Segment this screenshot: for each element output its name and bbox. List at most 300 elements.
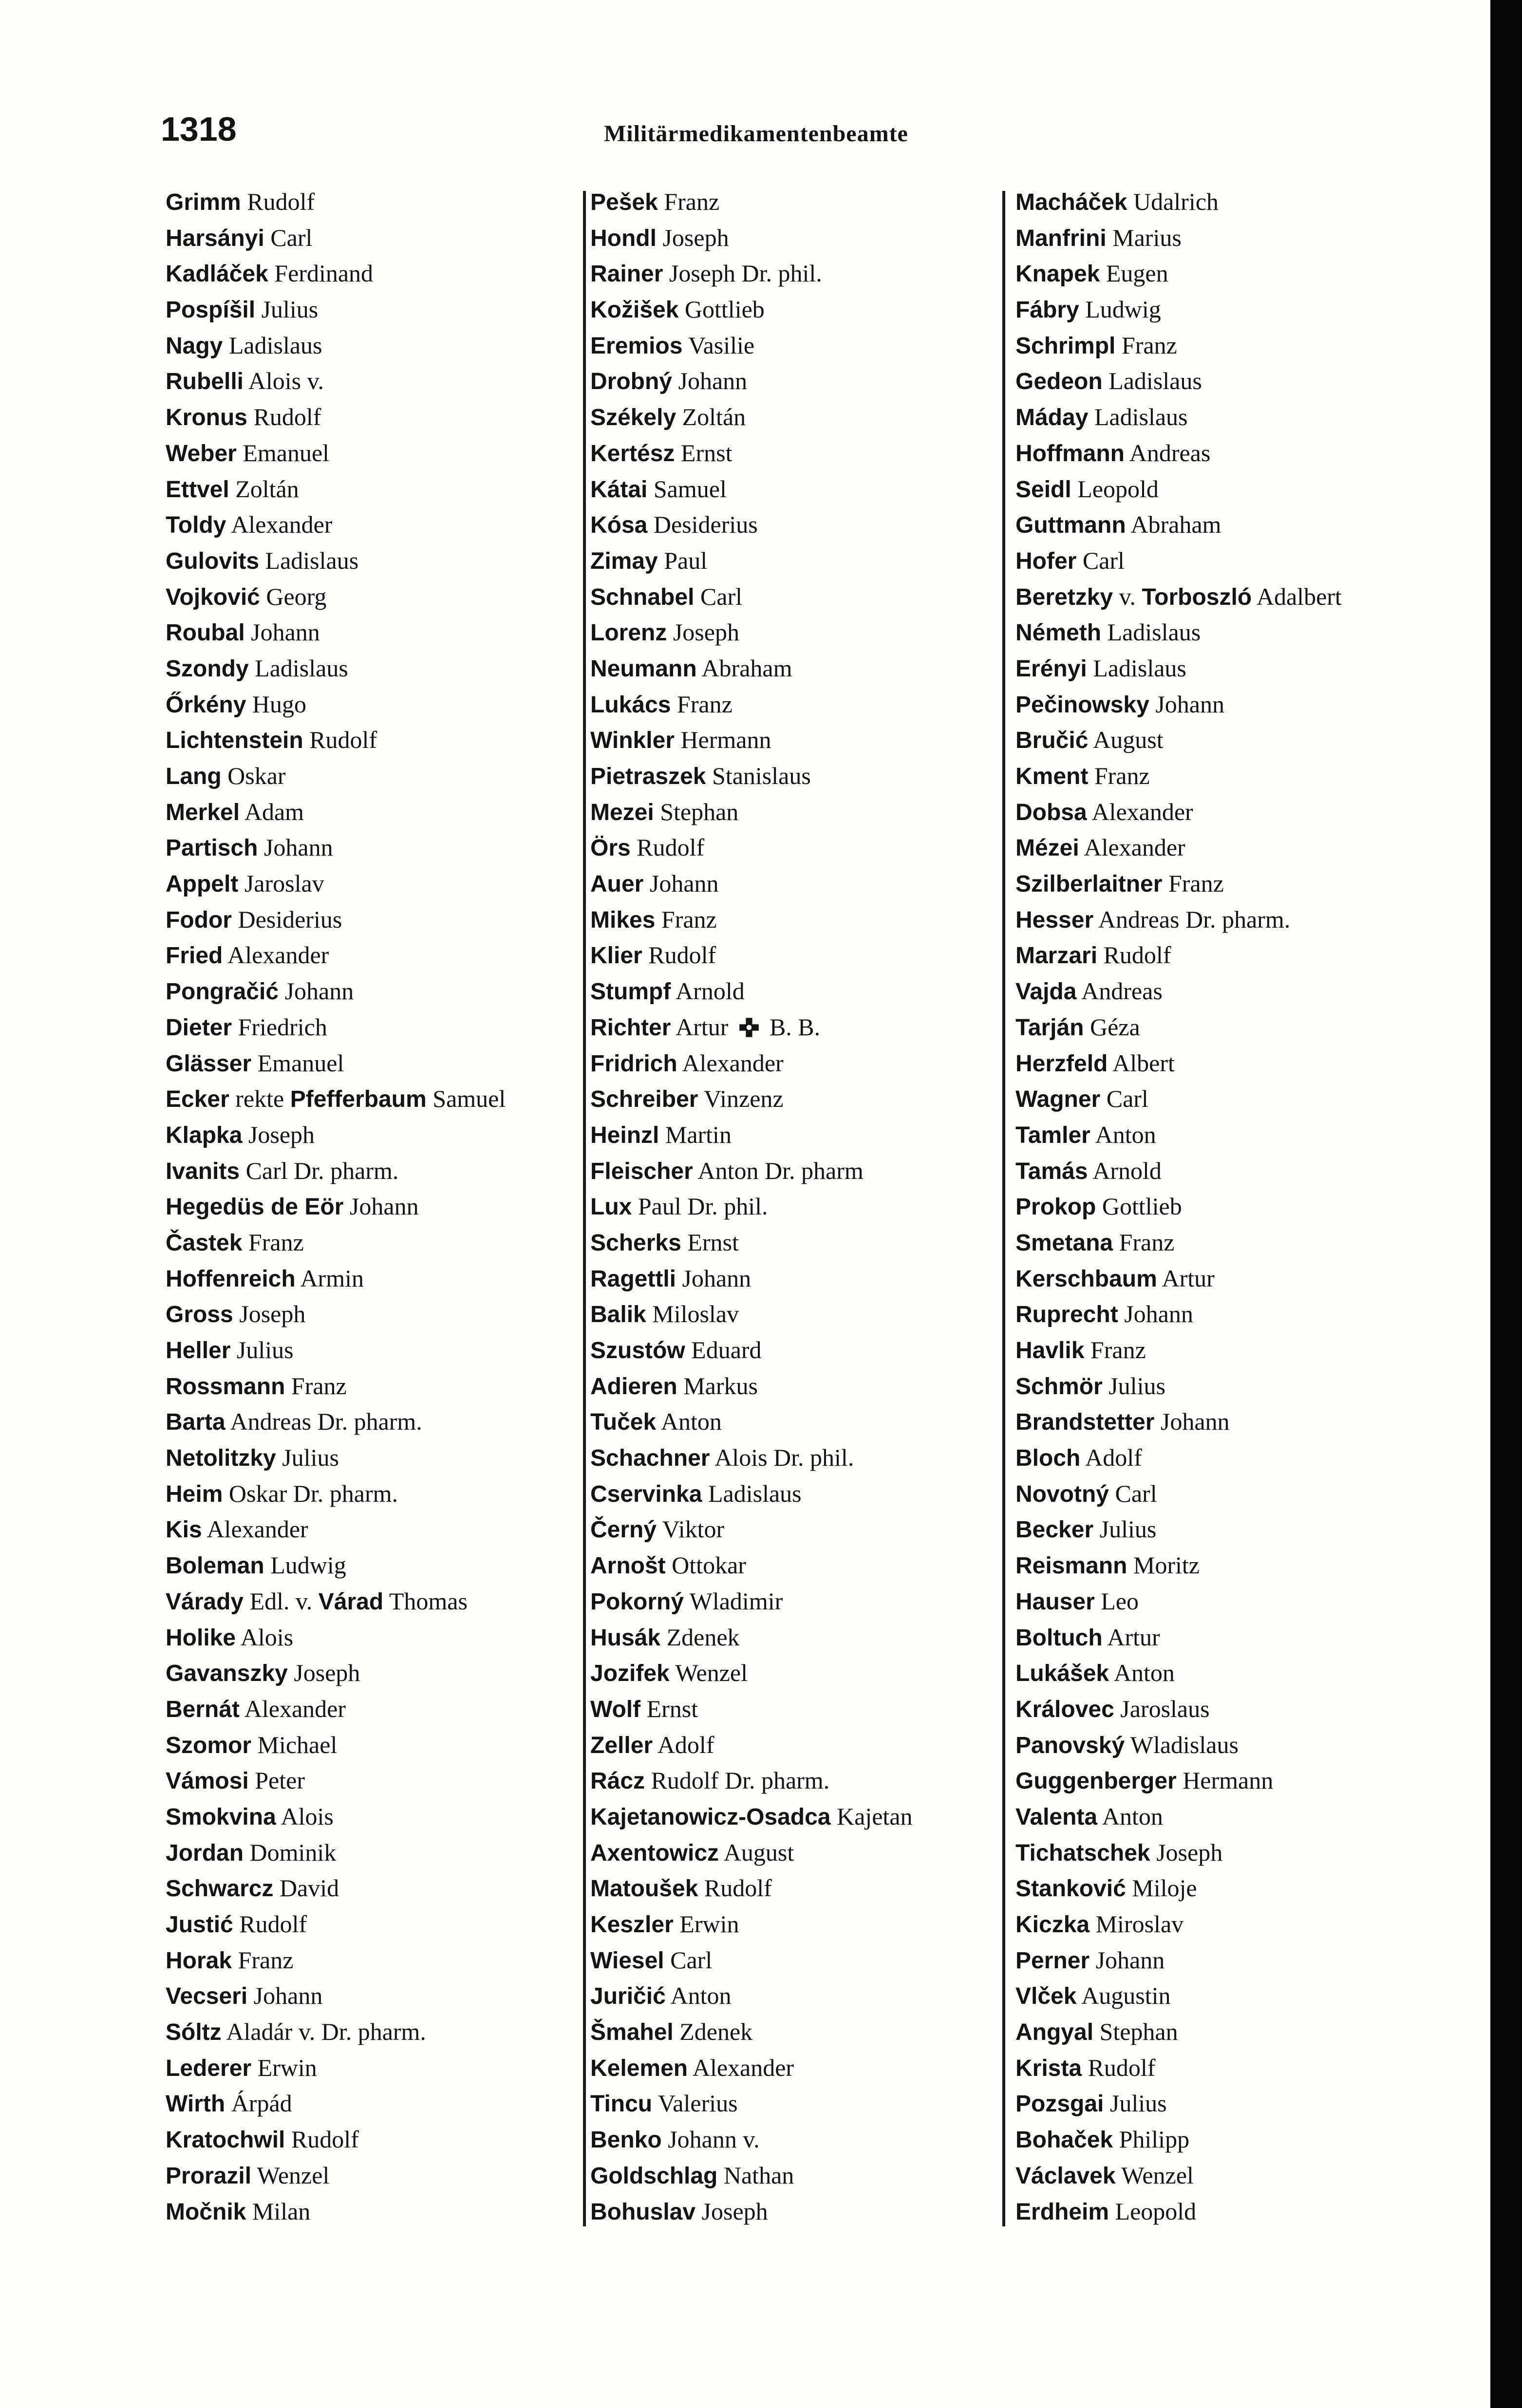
surname: Becker (1015, 1517, 1094, 1543)
given-name: Alois (240, 1623, 294, 1651)
list-item (590, 1584, 1019, 1620)
given-name: Carl (670, 1946, 713, 1974)
given-name: Johann (284, 977, 354, 1005)
list-item (166, 1655, 594, 1691)
given-name: Abraham (701, 654, 792, 682)
surname: Balik (590, 1302, 646, 1328)
list-item (590, 1045, 1019, 1082)
surname: Heinzl (590, 1122, 659, 1148)
page-number: 1318 (161, 110, 237, 148)
list-item (166, 543, 594, 579)
surname: Zeller (590, 1732, 653, 1758)
surname: Székely (590, 405, 676, 431)
given-name: Ladislaus (265, 546, 359, 574)
surname: Dobsa (1015, 799, 1087, 825)
surname: Németh (1015, 620, 1102, 646)
surname: Kelemen (590, 2055, 688, 2081)
given-name: Oskar (227, 762, 286, 789)
surname: Pongračić (166, 979, 279, 1005)
given-name: Georg (266, 582, 327, 610)
given-name: Ernst (687, 1228, 739, 1256)
list-item (166, 579, 594, 615)
surname: Kiczka (1015, 1912, 1090, 1938)
given-name: Miloslav (652, 1300, 739, 1328)
list-item (1015, 1225, 1444, 1261)
list-item (1015, 543, 1444, 579)
list-item (166, 1870, 594, 1906)
list-item (1015, 1620, 1444, 1656)
list-item (590, 184, 1019, 220)
list-item (166, 1045, 594, 1082)
list-item (166, 1081, 594, 1117)
given-name: Joseph (662, 224, 729, 251)
list-item (1015, 722, 1444, 758)
given-name: Franz (661, 905, 717, 933)
given-name: Franz (1094, 762, 1150, 789)
surname: Tincu (590, 2091, 653, 2117)
list-item (590, 651, 1019, 687)
list-item (1015, 1045, 1444, 1082)
given-name: Stanislaus (712, 762, 811, 789)
surname: Krista (1015, 2055, 1082, 2081)
list-item (590, 1153, 1019, 1189)
surname: Pospíšil (166, 297, 256, 323)
list-item (590, 1440, 1019, 1476)
list-item (1015, 830, 1444, 866)
given-name: Carl Dr. pharm. (245, 1157, 399, 1184)
list-item (590, 363, 1019, 399)
given-name: Abraham (1130, 511, 1221, 539)
surname: Nagy (166, 333, 223, 359)
surname: Stanković (1015, 1876, 1126, 1902)
list-item (166, 1332, 594, 1368)
given-name: Julius (1099, 1515, 1157, 1543)
given-name: Johann (349, 1193, 419, 1220)
surname: Hondl (590, 225, 657, 251)
given-name: Alexander (692, 2053, 794, 2081)
surname: Schwarcz (166, 1876, 274, 1902)
list-item (590, 1906, 1019, 1942)
surname: Stumpf (590, 979, 671, 1005)
given-name: Ferdinand (274, 260, 374, 287)
given-name: Carl (270, 224, 313, 251)
list-item (590, 1620, 1019, 1656)
given-name: Dominik (249, 1838, 337, 1866)
list-item (590, 256, 1019, 292)
given-name: Hugo (252, 690, 307, 718)
surname: Lux (590, 1194, 632, 1220)
list-item (1015, 579, 1444, 615)
given-name: Ladislaus (1094, 403, 1188, 431)
given-name: Zoltán (235, 475, 299, 503)
list-item (1015, 1261, 1444, 1297)
surname: Gross (166, 1302, 233, 1328)
surname: Reismann (1015, 1553, 1127, 1579)
surname: Hauser (1015, 1588, 1095, 1615)
given-name: Aladár v. Dr. pharm. (226, 2018, 426, 2046)
surname: Hoffmann (1015, 440, 1125, 467)
list-item (166, 1548, 594, 1584)
list-item (1015, 1691, 1444, 1727)
given-name: Franz (248, 1228, 304, 1256)
list-item (1015, 363, 1444, 399)
surname: Richter (590, 1014, 671, 1041)
list-item (1015, 902, 1444, 938)
list-item (166, 184, 594, 220)
list-item (1015, 1584, 1444, 1620)
given-name: Stephan (1099, 2018, 1178, 2046)
given-name: Friedrich (238, 1013, 327, 1041)
list-item (166, 399, 594, 435)
surname: Mezei (590, 799, 654, 825)
list-item (1015, 1440, 1444, 1476)
given-name: Wladimir (689, 1587, 783, 1615)
given-name: Johann (678, 367, 748, 395)
list-item (1015, 758, 1444, 794)
list-item (1015, 1153, 1444, 1189)
given-name: Julius (1109, 2090, 1167, 2117)
given-name: Desiderius (653, 511, 758, 539)
given-name: Andreas Dr. pharm. (230, 1408, 422, 1436)
given-name: Eduard (691, 1336, 762, 1363)
given-name: Nathan (723, 2161, 794, 2189)
list-item (590, 794, 1019, 830)
surname: Wolf (590, 1696, 641, 1722)
list-item (1015, 1404, 1444, 1440)
given-name: Franz (1168, 870, 1224, 897)
given-name: Ernst (680, 439, 733, 467)
surname: Várady (166, 1588, 244, 1615)
given-name: Adalbert (1256, 582, 1342, 610)
given-name: Rudolf (704, 1874, 772, 1902)
list-item (1015, 220, 1444, 256)
list-item (590, 1189, 1019, 1225)
list-item (590, 579, 1019, 615)
list-item (1015, 507, 1444, 543)
given-name: Adam (244, 798, 304, 825)
given-name: Rudolf (247, 188, 315, 215)
surname: Örs (590, 835, 631, 861)
surname: Matoušek (590, 1876, 698, 1902)
given-name: Stephan (660, 798, 739, 825)
surname: Kajetanowicz-Osadca (590, 1804, 831, 1830)
given-name: Thomas (389, 1587, 468, 1615)
list-item (1015, 1296, 1444, 1332)
list-item (166, 2086, 594, 2122)
surname: Ragettli (590, 1266, 676, 1292)
given-name: Alexander (231, 511, 333, 539)
surname: Ruprecht (1015, 1302, 1118, 1328)
given-name: Árpád (231, 2090, 292, 2117)
surname: Havlik (1015, 1338, 1085, 1363)
surname: Manfrini (1015, 225, 1107, 251)
given-name: Gottlieb (1102, 1193, 1182, 1220)
surname: Benko (590, 2127, 662, 2153)
given-name: Rudolf Dr. pharm. (651, 1767, 830, 1794)
surname: Lichtenstein (166, 728, 303, 754)
list-item (166, 651, 594, 687)
surname: Tarján (1015, 1014, 1084, 1041)
list-item (1015, 1117, 1444, 1153)
list-item (166, 794, 594, 830)
list-item (166, 1440, 594, 1476)
surname: Szustów (590, 1338, 685, 1363)
surname: Lukášek (1015, 1661, 1109, 1687)
given-name: Hermann (680, 726, 771, 754)
surname: Kósa (590, 512, 648, 539)
surname: Bloch (1015, 1445, 1081, 1472)
given-name: Alexander (227, 941, 329, 969)
surname: Holike (166, 1624, 236, 1651)
list-item (166, 507, 594, 543)
cross-icon (738, 1017, 760, 1038)
surname: Keszler (590, 1912, 674, 1938)
given-name: Alois (281, 1802, 334, 1830)
given-name: Valerius (658, 2090, 738, 2117)
list-item (590, 2158, 1019, 2194)
list-item (1015, 973, 1444, 1009)
list-item (1015, 1763, 1444, 1799)
surname: Perner (1015, 1947, 1090, 1974)
list-item (1015, 292, 1444, 328)
surname: Fridrich (590, 1050, 677, 1077)
given-name: Ladislaus (1109, 367, 1202, 395)
surname: Kátai (590, 476, 648, 503)
list-item (166, 1942, 594, 1979)
surname: Eremios (590, 333, 683, 359)
given-name: Ernst (646, 1695, 698, 1722)
list-item (590, 292, 1019, 328)
given-name: Wenzel (257, 2161, 330, 2189)
given-name: Alexander (1084, 834, 1185, 861)
page-header (161, 110, 979, 153)
surname: Fábry (1015, 297, 1079, 323)
suffix: B. B. (769, 1013, 821, 1041)
list-item (166, 292, 594, 328)
list-item (166, 1476, 594, 1512)
surname: Gulovits (166, 548, 260, 574)
list-item (1015, 2086, 1444, 2122)
surname: Častek (166, 1230, 243, 1256)
given-name: Edl. v. (249, 1587, 313, 1615)
list-item (1015, 2014, 1444, 2050)
list-item (590, 902, 1019, 938)
surname: Bohuslav (590, 2199, 696, 2225)
list-item (166, 1225, 594, 1261)
list-item (166, 902, 594, 938)
list-item (590, 2194, 1019, 2230)
list-item (166, 1978, 594, 2014)
surname: Hoffenreich (166, 1266, 296, 1292)
list-item (1015, 399, 1444, 435)
surname: Fodor (166, 907, 232, 933)
surname: Harsányi (166, 225, 264, 251)
surname: Merkel (166, 799, 240, 825)
surname: Královec (1015, 1696, 1114, 1722)
list-item (590, 2086, 1019, 2122)
given-name: Andreas (1081, 977, 1163, 1005)
surname: Vojković (166, 584, 260, 610)
list-item (590, 220, 1019, 256)
given-name: Artur (676, 1013, 729, 1041)
given-name: Artur (1107, 1623, 1160, 1651)
given-name: Johann (263, 834, 333, 861)
given-name: Samuel (432, 1085, 506, 1113)
surname: Herzfeld (1015, 1050, 1108, 1077)
surname: Vámosi (166, 1768, 249, 1794)
surname: Bohaček (1015, 2127, 1113, 2153)
surname: Novotný (1015, 1481, 1109, 1507)
surname: Lederer (166, 2055, 252, 2081)
list-item (590, 2050, 1019, 2086)
given-name: Emanuel (243, 439, 330, 467)
given-name: Ladislaus (708, 1479, 802, 1507)
surname: Pečinowsky (1015, 691, 1149, 718)
surname: Kis (166, 1517, 202, 1543)
list-item (166, 1691, 594, 1727)
list-item (1015, 2194, 1444, 2230)
surname: Horak (166, 1947, 232, 1974)
list-item (590, 722, 1019, 758)
surname: Rácz (590, 1768, 645, 1794)
list-item (1015, 2122, 1444, 2158)
surname: Fleischer (590, 1158, 693, 1184)
given-name: Rudolf (309, 726, 377, 754)
list-item (1015, 1835, 1444, 1871)
given-name: Vinzenz (704, 1085, 784, 1113)
surname: Jozifek (590, 1661, 670, 1687)
given-name: Alexander (244, 1695, 346, 1722)
list-item (590, 1978, 1019, 2014)
given-name: Erwin (679, 1910, 739, 1938)
surname: Weber (166, 440, 237, 467)
list-item (1015, 1476, 1444, 1512)
surname: Angyal (1015, 2019, 1094, 2046)
surname: Václavek (1015, 2163, 1116, 2189)
given-name: Artur (1162, 1264, 1215, 1292)
surname: Rainer (590, 261, 663, 287)
given-name: Michael (257, 1731, 338, 1758)
surname: Kratochwil (166, 2127, 285, 2153)
given-name: v. (1119, 582, 1136, 610)
list-item (166, 1009, 594, 1045)
list-item (590, 435, 1019, 471)
given-name: Augustin (1081, 1982, 1171, 2010)
given-name: Carl (1115, 1479, 1157, 1507)
name-column-2 (590, 184, 1019, 2229)
surname: Tuček (590, 1409, 657, 1436)
surname: Dieter (166, 1014, 232, 1041)
surname: Axentowicz (590, 1840, 719, 1866)
surname: Pešek (590, 189, 658, 215)
scan-edge (1490, 0, 1522, 2408)
given-name: Andreas (1129, 439, 1211, 467)
list-item (166, 1584, 594, 1620)
list-item (1015, 1978, 1444, 2014)
surname: Guggenberger (1015, 1768, 1177, 1794)
given-name: Vasilie (688, 331, 755, 359)
given-name: Miloje (1132, 1874, 1197, 1902)
surname: Prokop (1015, 1194, 1096, 1220)
given-name: Joseph (1156, 1838, 1223, 1866)
surname: Vajda (1015, 979, 1077, 1005)
given-name: Arnold (676, 977, 745, 1005)
given-name: Emanuel (257, 1049, 344, 1077)
given-name: Rudolf (1103, 941, 1171, 969)
given-name: Ladislaus (228, 331, 322, 359)
surname: Beretzky (1015, 584, 1113, 610)
name-column-3 (1015, 184, 1444, 2229)
list-item (590, 2122, 1019, 2158)
given-name: Joseph (701, 2197, 768, 2225)
name-column-1 (166, 184, 594, 2229)
list-item (1015, 651, 1444, 687)
given-name: Johann (649, 870, 719, 897)
list-item (1015, 937, 1444, 973)
surname: Ecker (166, 1086, 229, 1113)
list-item (590, 1368, 1019, 1404)
list-item (590, 1942, 1019, 1979)
surname: Močnik (166, 2199, 246, 2225)
list-item (166, 1512, 594, 1548)
given-name: Wenzel (1121, 2161, 1194, 2189)
list-item (590, 1763, 1019, 1799)
given-name: Rudolf (648, 941, 716, 969)
list-item (166, 1906, 594, 1942)
list-item (1015, 1906, 1444, 1942)
surname: Boltuch (1015, 1624, 1103, 1651)
list-item (590, 1870, 1019, 1906)
list-item (166, 1189, 594, 1225)
list-item (590, 830, 1019, 866)
surname: Macháček (1015, 189, 1127, 215)
list-item (1015, 1870, 1444, 1906)
surname: Rubelli (166, 369, 244, 395)
surname: Knapek (1015, 261, 1100, 287)
given-name: Anton (660, 1408, 722, 1436)
surname: Hofer (1015, 548, 1077, 574)
list-item (166, 722, 594, 758)
list-item (590, 1225, 1019, 1261)
given-name: Wladislaus (1130, 1731, 1239, 1758)
given-name: Julius (261, 296, 319, 323)
surname: Pfefferbaum (290, 1086, 427, 1113)
surname: Kerschbaum (1015, 1266, 1157, 1292)
given-name: Joseph (248, 1120, 315, 1148)
given-name: Paul Dr. phil. (638, 1193, 768, 1220)
given-name: Joseph (673, 618, 739, 646)
given-name: Erwin (257, 2053, 317, 2081)
list-item (1015, 794, 1444, 830)
list-item (166, 328, 594, 364)
surname: Jordan (166, 1840, 244, 1866)
list-item (166, 1835, 594, 1871)
surname: Kronus (166, 405, 247, 431)
given-name: Johann (1160, 1408, 1230, 1436)
list-item (166, 435, 594, 471)
surname: Ivanits (166, 1158, 240, 1184)
given-name: Joseph (239, 1300, 306, 1328)
given-name: Martin (665, 1120, 732, 1148)
surname: Marzari (1015, 943, 1098, 969)
surname: Smokvina (166, 1804, 276, 1830)
surname: Mikes (590, 907, 656, 933)
given-name: Zdenek (679, 2018, 753, 2046)
surname: Auer (590, 871, 644, 897)
surname: Sóltz (166, 2019, 222, 2046)
surname: Gavanszky (166, 1661, 288, 1687)
given-name: Markus (683, 1372, 758, 1400)
